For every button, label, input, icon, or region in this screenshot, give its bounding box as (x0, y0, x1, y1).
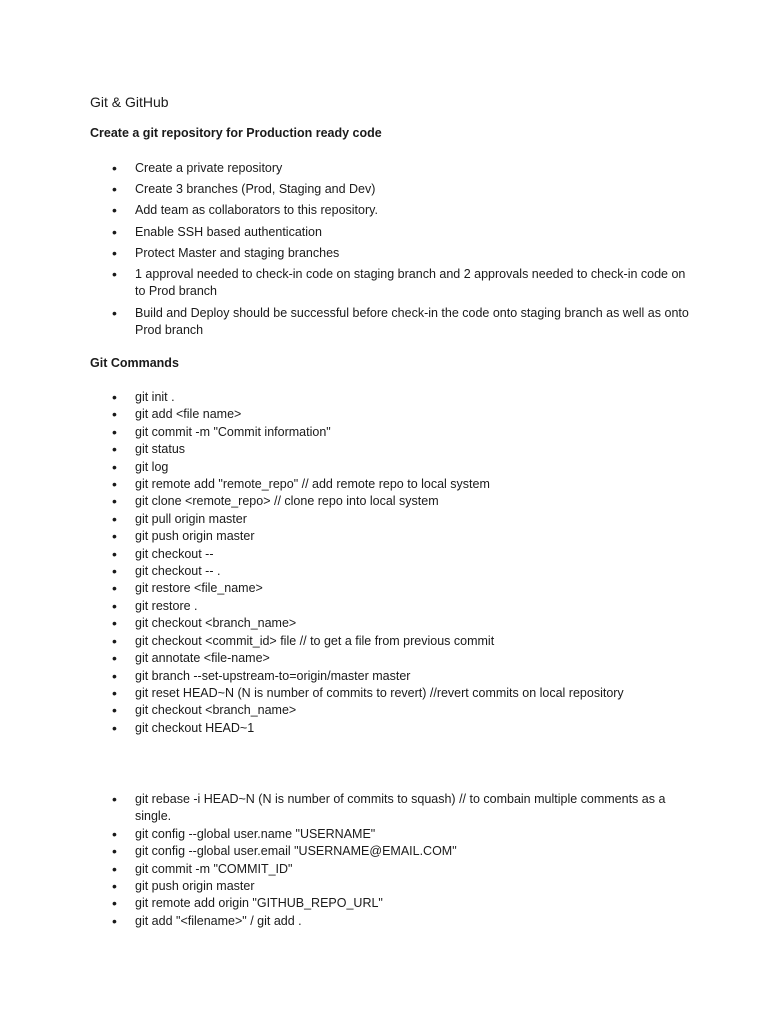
list-item: • git checkout -- (90, 546, 690, 563)
section-heading-git-commands: Git Commands (90, 356, 179, 370)
list-item: • git checkout -- . (90, 563, 690, 580)
list-item: • git push origin master (90, 528, 690, 545)
list-item: • git checkout <branch_name> (90, 702, 690, 719)
list-item: • git rebase -i HEAD~N (N is number of commits to squash) // to combain multiple comments as a single. (90, 791, 690, 826)
list-item: • git restore . (90, 598, 690, 615)
list-item: • git pull origin master (90, 511, 690, 528)
list-item: • Create a private repository (90, 160, 690, 177)
list-item: • Protect Master and staging branches (90, 245, 690, 262)
list-item: • git checkout <commit_id> file // to get a file from previous commit (90, 633, 690, 650)
list-item: • git restore <file_name> (90, 580, 690, 597)
list-item: • git push origin master (90, 878, 690, 895)
list-item: • git annotate <file-name> (90, 650, 690, 667)
list-item: • git remote add origin "GITHUB_REPO_URL" (90, 895, 690, 912)
list-item: • git checkout HEAD~1 (90, 720, 690, 737)
list-item: • git config --global user.name "USERNAME" (90, 826, 690, 843)
document-title: Git & GitHub (90, 94, 169, 110)
list-item: • git status (90, 441, 690, 458)
list-item: • Add team as collaborators to this repository. (90, 202, 690, 219)
list-item: • git checkout <branch_name> (90, 615, 690, 632)
list-item: • 1 approval needed to check-in code on staging branch and 2 approvals needed to check-in code on to Prod branch (90, 266, 690, 301)
list-item: • git remote add "remote_repo" // add remote repo to local system (90, 476, 690, 493)
list-item: • Enable SSH based authentication (90, 224, 690, 241)
list-item: • git reset HEAD~N (N is number of commits to revert) //revert commits on local repository (90, 685, 690, 702)
list-item: • git add "<filename>" / git add . (90, 913, 690, 930)
list-item: • git log (90, 459, 690, 476)
git-commands-list-continued (90, 791, 690, 930)
list-item: • git branch --set-upstream-to=origin/master master (90, 668, 690, 685)
section-heading-repository: Create a git repository for Production ready code (90, 126, 382, 140)
list-item: • git clone <remote_repo> // clone repo into local system (90, 493, 690, 510)
list-item: • git add <file name> (90, 406, 690, 423)
list-item: • git commit -m "Commit information" (90, 424, 690, 441)
list-item: • Build and Deploy should be successful before check-in the code onto staging branch as well as onto Prod branch (90, 305, 690, 340)
list-item: • git config --global user.email "USERNAME@EMAIL.COM" (90, 843, 690, 860)
list-item: • git init . (90, 389, 690, 406)
list-item: • git commit -m "COMMIT_ID" (90, 861, 690, 878)
repository-requirements-list (90, 160, 690, 343)
git-commands-list (90, 389, 690, 737)
list-item: • Create 3 branches (Prod, Staging and Dev) (90, 181, 690, 198)
